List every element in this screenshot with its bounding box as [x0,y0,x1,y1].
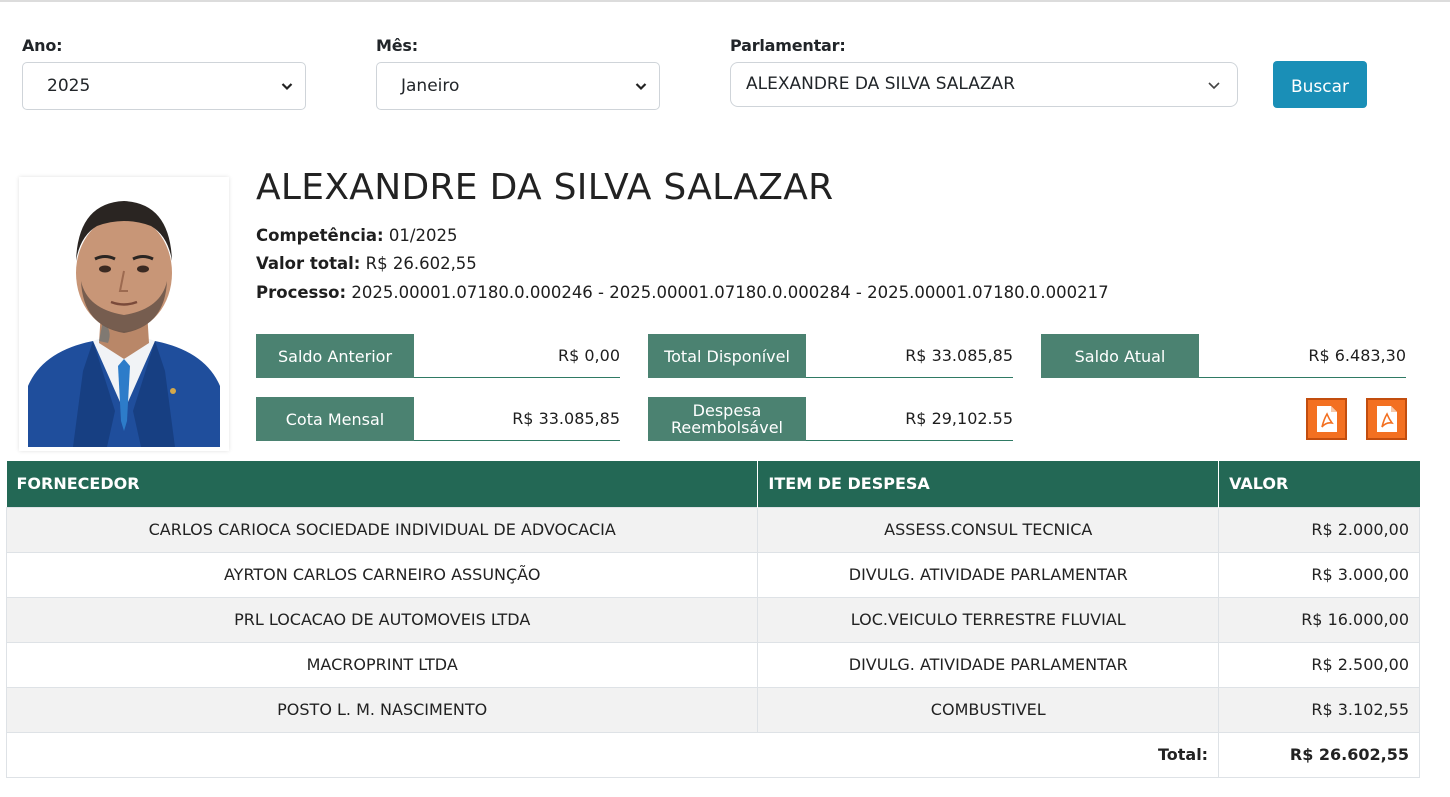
stat-label: Despesa Reembolsável [648,397,806,441]
valor-total-label: Valor total: [256,254,361,273]
stat-value: R$ 33.085,85 [512,409,620,428]
parlamentar-select[interactable] [730,62,1238,107]
stat-value: R$ 0,00 [557,346,620,365]
ano-select-value: 2025 [47,76,91,96]
table-total-row [7,732,1420,777]
processo-label: Processo: [256,283,347,302]
cell-item: COMBUSTIVEL [758,687,1219,732]
col-fornecedor: FORNECEDOR [7,461,758,507]
competencia-line [256,226,457,245]
avatar [23,181,225,447]
parlamentar-label: Parlamentar: [730,36,846,55]
table-row [7,597,1420,642]
col-valor: VALOR [1219,461,1420,507]
despesas-table [6,461,1420,778]
parlamentar-name: ALEXANDRE DA SILVA SALAZAR [256,167,834,208]
stat-value: R$ 6.483,30 [1308,346,1406,365]
mes-select[interactable] [376,62,660,110]
processo-value: 2025.00001.07180.0.000246 - 2025.00001.07180.0.000284 - 2025.00001.07180.0.000217 [351,283,1109,302]
cell-fornecedor: AYRTON CARLOS CARNEIRO ASSUNÇÃO [7,552,758,597]
parlamentar-photo [19,177,229,451]
chevron-down-icon [635,80,647,92]
stat-value: R$ 29,102.55 [905,409,1013,428]
total-value: R$ 26.602,55 [1219,732,1420,777]
stat-saldo-anterior [256,334,620,378]
stat-label: Saldo Atual [1041,334,1199,378]
table-row [7,507,1420,552]
buscar-button[interactable]: Buscar [1273,61,1367,108]
stat-label: Cota Mensal [256,397,414,441]
parlamentar-select-value: ALEXANDRE DA SILVA SALAZAR [746,74,1016,94]
stat-label: Saldo Anterior [256,334,414,378]
table-row [7,642,1420,687]
ano-select[interactable] [22,62,306,110]
table-header-row [7,461,1420,507]
filter-mes [376,36,660,110]
chevron-down-icon [281,80,293,92]
mes-label: Mês: [376,36,418,55]
pdf-icon [1315,405,1339,433]
stat-total-disponivel [648,334,1013,378]
ano-label: Ano: [22,36,63,55]
pdf-download-button[interactable] [1366,398,1407,440]
top-divider [0,0,1450,2]
stat-despesa-reembolsavel [648,397,1013,441]
cell-item: DIVULG. ATIVIDADE PARLAMENTAR [758,552,1219,597]
stat-saldo-atual [1041,334,1406,378]
pdf-download-button[interactable] [1306,398,1347,440]
cell-fornecedor: POSTO L. M. NASCIMENTO [7,687,758,732]
competencia-value: 01/2025 [388,226,458,245]
cell-valor: R$ 2.000,00 [1219,507,1420,552]
processo-line [256,283,1109,302]
stat-cota-mensal [256,397,620,441]
cell-fornecedor: CARLOS CARIOCA SOCIEDADE INDIVIDUAL DE ADVOCACIA [7,507,758,552]
filter-ano [22,36,306,110]
col-item-despesa: ITEM DE DESPESA [758,461,1219,507]
competencia-label: Competência: [256,226,384,245]
valor-total-line [256,254,477,273]
mes-select-value: Janeiro [401,76,460,96]
cell-valor: R$ 16.000,00 [1219,597,1420,642]
cell-fornecedor: MACROPRINT LTDA [7,642,758,687]
cell-item: DIVULG. ATIVIDADE PARLAMENTAR [758,642,1219,687]
chevron-down-icon [1207,78,1221,92]
cell-valor: R$ 2.500,00 [1219,642,1420,687]
pdf-icon [1375,405,1399,433]
cell-fornecedor: PRL LOCACAO DE AUTOMOVEIS LTDA [7,597,758,642]
cell-item: LOC.VEICULO TERRESTRE FLUVIAL [758,597,1219,642]
total-label: Total: [7,732,1219,777]
stat-value: R$ 33.085,85 [905,346,1013,365]
cell-valor: R$ 3.000,00 [1219,552,1420,597]
stat-label: Total Disponível [648,334,806,378]
cell-item: ASSESS.CONSUL TECNICA [758,507,1219,552]
cell-valor: R$ 3.102,55 [1219,687,1420,732]
table-row [7,687,1420,732]
table-row [7,552,1420,597]
filter-parlamentar [730,36,1238,107]
valor-total-value: R$ 26.602,55 [365,254,477,273]
